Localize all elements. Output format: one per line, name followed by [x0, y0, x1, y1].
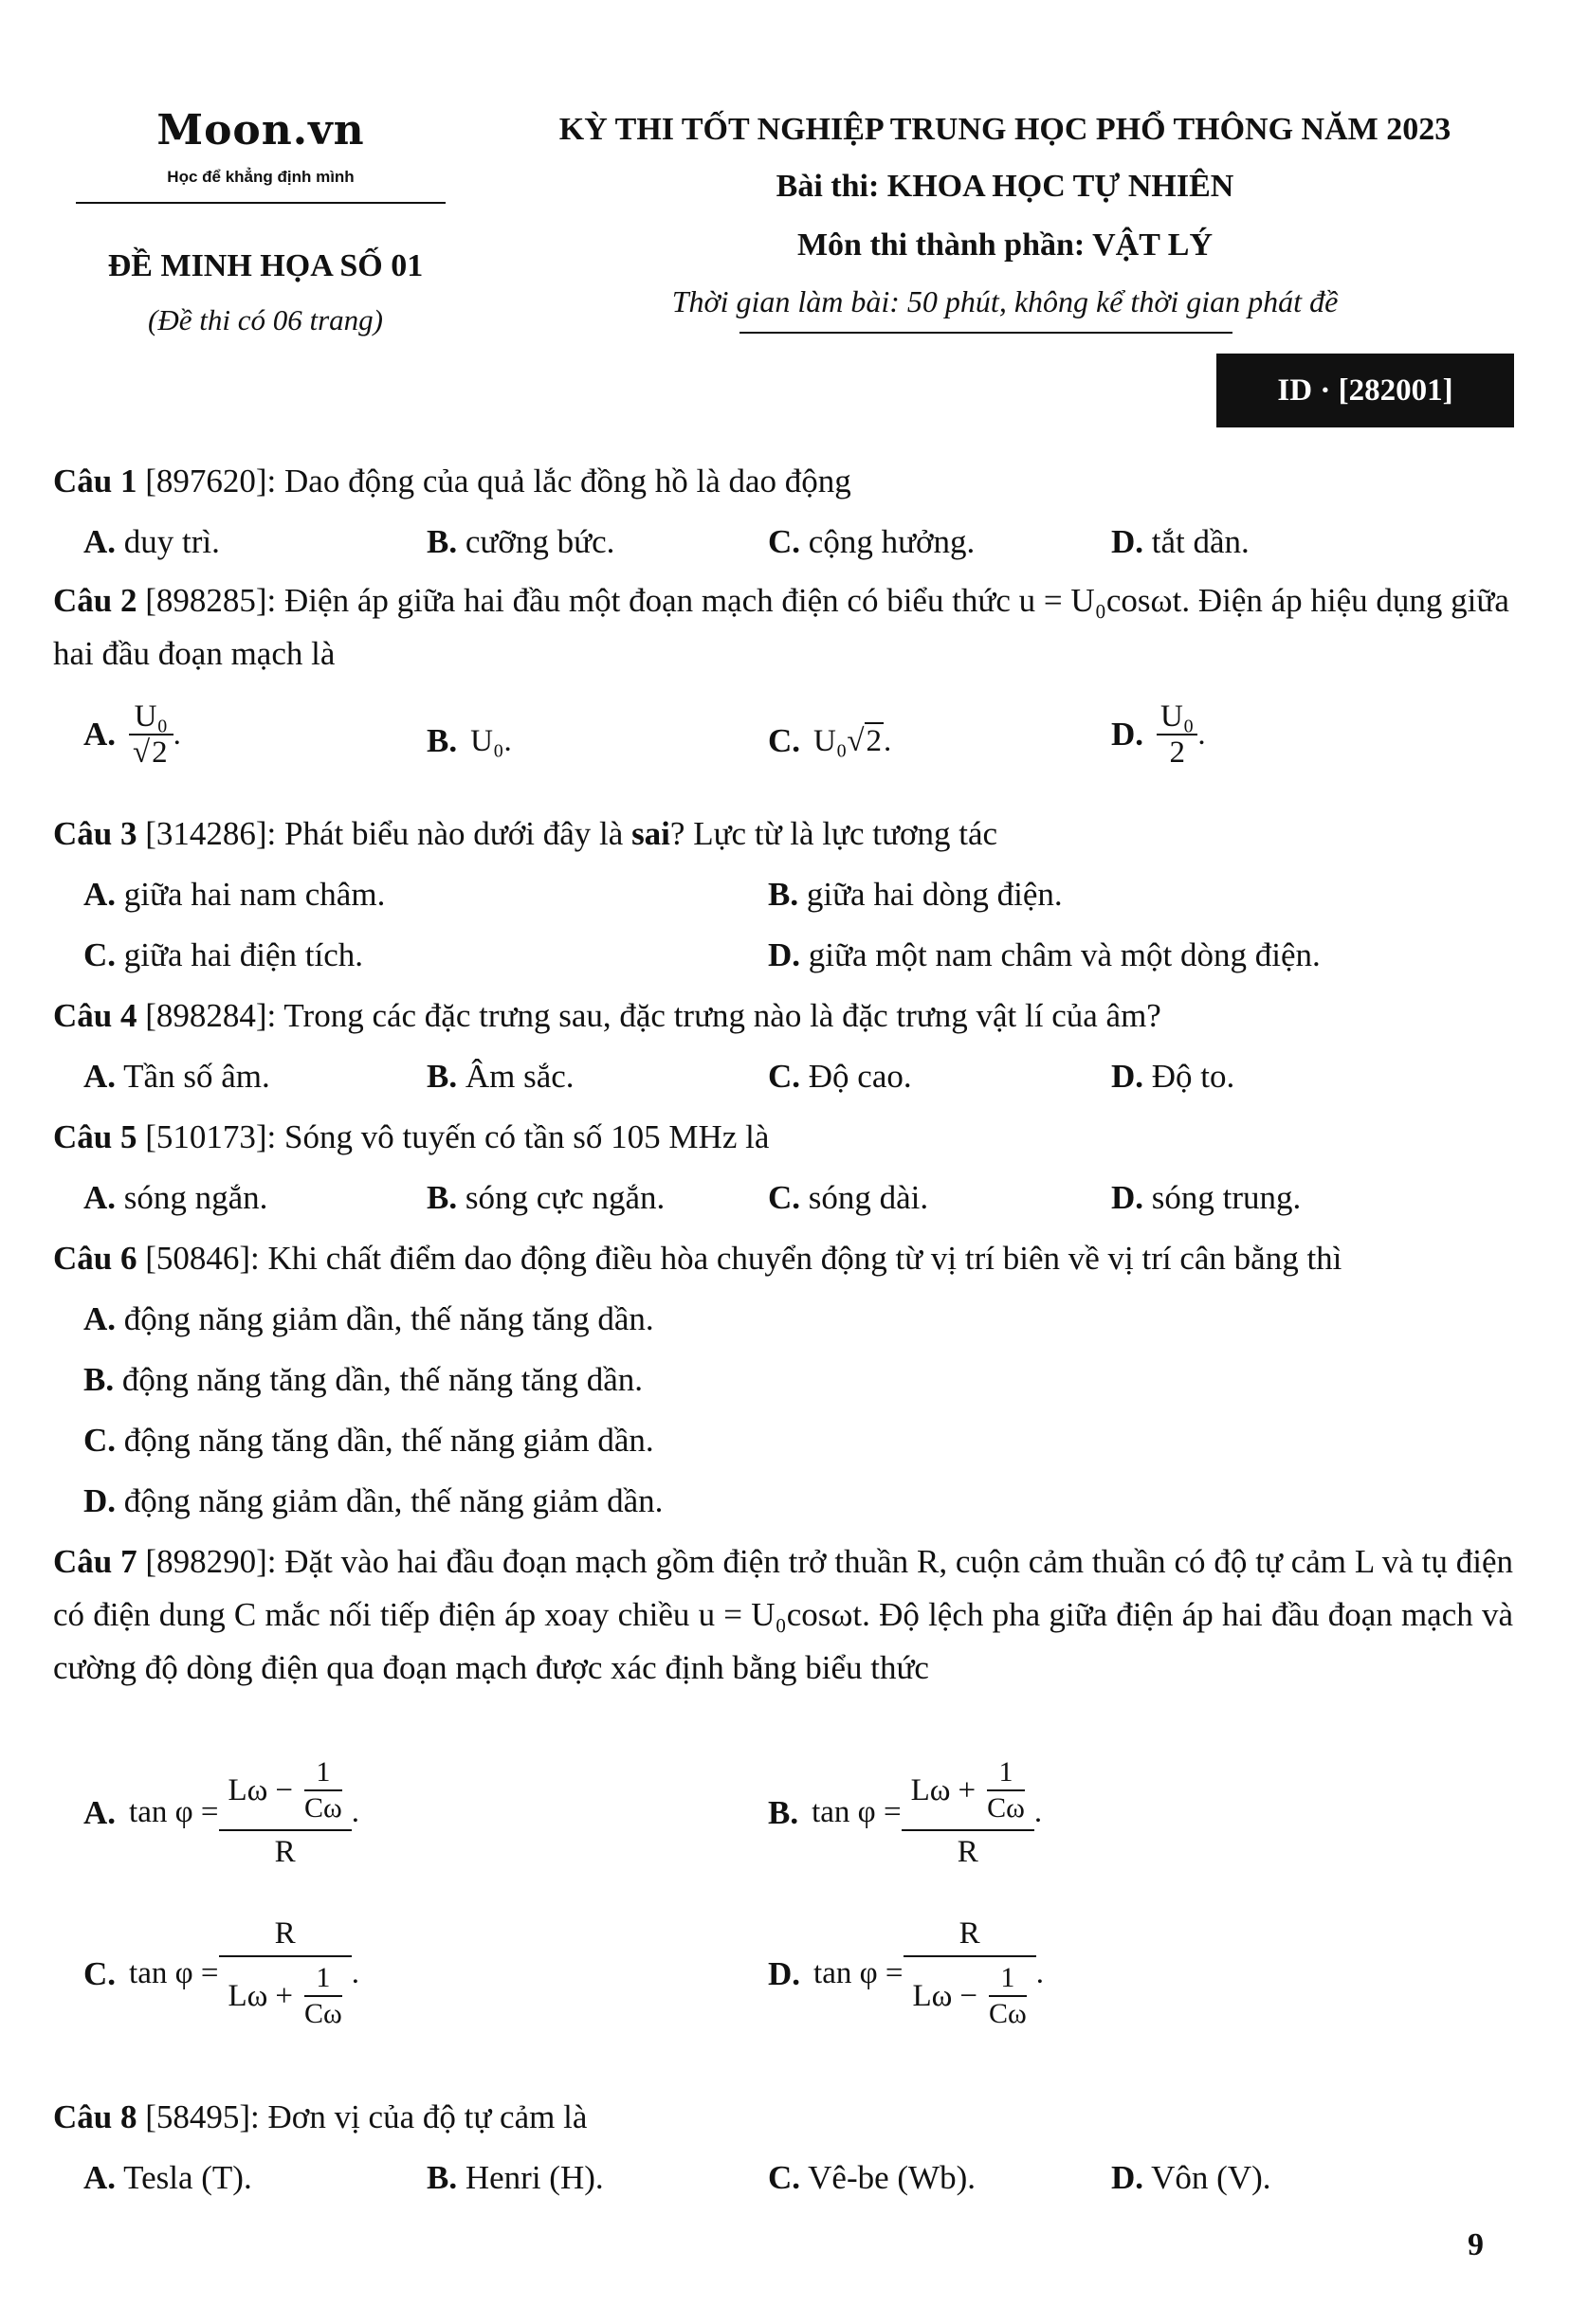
- option-math: U₀: [813, 723, 848, 758]
- option-letter: C.: [768, 523, 801, 560]
- option-letter: D.: [1111, 1058, 1144, 1095]
- tan-phi: tan φ =: [813, 1956, 904, 1990]
- inner-fraction: [304, 1755, 342, 1825]
- option-text: tắt dần.: [1151, 523, 1250, 560]
- option-letter: B.: [427, 1058, 458, 1095]
- question-8: [53, 2091, 1513, 2144]
- denominator: [219, 1955, 352, 2031]
- logo: [104, 106, 417, 187]
- option-letter: D.: [768, 1954, 801, 1992]
- q5-option-a: [83, 1171, 267, 1225]
- option-text: cộng hưởng.: [808, 523, 976, 560]
- q1-option-a: [83, 516, 220, 569]
- inner-denominator: Cω: [304, 1789, 342, 1825]
- denominator: [129, 734, 173, 770]
- denominator: [904, 1955, 1036, 2031]
- exam-subject: Bài thi: KHOA HỌC TỰ NHIÊN: [776, 169, 1234, 204]
- question-number: Câu 8: [53, 2098, 137, 2135]
- question-stem-emphasis: sai: [631, 815, 670, 852]
- option-letter: B.: [427, 722, 458, 759]
- l-omega: Lω: [228, 1978, 268, 2013]
- q3-option-a: [83, 868, 385, 921]
- inner-denominator: Cω: [987, 1789, 1025, 1825]
- minus-sign: −: [275, 1772, 294, 1807]
- option-text: Vôn (V).: [1151, 2159, 1271, 2196]
- q1-option-c: [768, 516, 975, 569]
- logo-slogan: Học để khẳng định mình: [167, 168, 355, 186]
- inner-numerator: 1: [1000, 1962, 1015, 1993]
- q3-option-b: [768, 868, 1063, 921]
- period: .: [351, 1956, 360, 1990]
- exam-part: Môn thi thành phần: VẬT LÝ: [796, 227, 1214, 263]
- option-text: giữa hai nam châm.: [123, 876, 386, 913]
- q4-option-d: [1111, 1050, 1234, 1103]
- option-letter: D.: [83, 1482, 117, 1519]
- question-1: [53, 455, 1513, 508]
- option-text: giữa một nam châm và một dòng điện.: [808, 936, 1321, 973]
- numerator: [219, 1755, 352, 1829]
- option-letter: A.: [83, 1179, 117, 1216]
- option-letter: B.: [427, 523, 458, 560]
- q8-option-b: [427, 2152, 604, 2205]
- numerator: U₀: [1160, 699, 1195, 734]
- option-text: Tesla (T).: [123, 2159, 252, 2196]
- q1-option-d: [1111, 516, 1250, 569]
- question-3: [53, 808, 1513, 861]
- option-math: U₀: [470, 723, 504, 758]
- q6-option-a: [83, 1293, 654, 1346]
- q2-option-d: [1111, 699, 1206, 771]
- question-stem: [898290]: Đặt vào hai đầu đoạn mạch gồm điện trở thuần R, cuộn cảm thuần có độ tự cảm L và tụ điện có điện dung C mắc nối tiếp điện áp xoay chiều u = U₀cosωt. Độ lệch pha giữa điện áp hai đầu đoạn mạch và cường độ dòng điện qua đoạn mạch được xác định bằng biểu thức: [53, 1543, 1513, 1686]
- period: .: [503, 723, 512, 758]
- option-letter: A.: [83, 1793, 117, 1831]
- exam-code: ĐỀ MINH HỌA SỐ 01: [107, 248, 424, 283]
- plus-sign: +: [958, 1772, 977, 1807]
- question-number: Câu 2: [53, 582, 137, 619]
- question-stem: [898285]: Điện áp giữa hai đầu một đoạn mạch điện có biểu thức u = U₀cosωt. Điện áp hiệu dụng giữa hai đầu đoạn mạch là: [53, 582, 1509, 672]
- inner-numerator: 1: [316, 1962, 331, 1993]
- exam-time: Thời gian làm bài: 50 phút, không kể thời gian phát đề: [671, 284, 1339, 318]
- q8-option-d: [1111, 2152, 1271, 2205]
- page-number: 9: [1468, 2227, 1484, 2262]
- period: .: [351, 1795, 360, 1829]
- q8-option-c: [768, 2152, 976, 2205]
- numerator: R: [274, 1916, 296, 1951]
- question-6: [53, 1232, 1513, 1285]
- period: .: [1035, 1956, 1045, 1990]
- q3-option-d: [768, 929, 1321, 982]
- sqrt: √2: [133, 735, 168, 771]
- l-omega: Lω: [910, 1772, 951, 1807]
- period: .: [884, 723, 892, 758]
- question-stem: [898284]: Trong các đặc trưng sau, đặc trưng nào là đặc trưng vật lí của âm?: [137, 997, 1161, 1034]
- question-stem: ? Lực từ là lực tương tác: [669, 815, 998, 852]
- sqrt: √2: [847, 723, 882, 758]
- period: .: [1197, 717, 1206, 752]
- fraction: [904, 1916, 1036, 2031]
- time-underline: [739, 332, 1232, 334]
- option-letter: C.: [768, 1058, 801, 1095]
- inner-fraction: [987, 1755, 1025, 1825]
- question-stem: [510173]: Sóng vô tuyến có tần số 105 MHz là: [137, 1118, 770, 1155]
- option-letter: B.: [427, 2159, 458, 2196]
- question-number: Câu 6: [53, 1240, 137, 1277]
- q4-option-c: [768, 1050, 912, 1103]
- option-letter: C.: [768, 1179, 801, 1216]
- l-omega: Lω: [912, 1978, 953, 2013]
- option-text: Âm sắc.: [465, 1058, 575, 1095]
- option-text: cưỡng bức.: [465, 523, 615, 560]
- option-text: động năng tăng dần, thế năng tăng dần.: [121, 1361, 644, 1398]
- q8-option-a: [83, 2152, 252, 2205]
- fraction: [219, 1916, 352, 2031]
- option-letter: A.: [83, 523, 117, 560]
- q2-option-a: [83, 699, 181, 771]
- option-letter: C.: [83, 1422, 117, 1459]
- q5-option-d: [1111, 1171, 1301, 1225]
- numerator: R: [958, 1916, 980, 1951]
- q1-option-b: [427, 516, 614, 569]
- option-letter: B.: [83, 1361, 115, 1398]
- option-text: động năng tăng dần, thế năng giảm dần.: [123, 1422, 654, 1459]
- denominator: R: [219, 1829, 352, 1870]
- inner-numerator: 1: [316, 1756, 331, 1788]
- option-letter: D.: [1111, 1179, 1144, 1216]
- option-text: sóng cực ngắn.: [465, 1179, 666, 1216]
- question-number: Câu 3: [53, 815, 137, 852]
- q7-option-a: [83, 1755, 359, 1870]
- option-text: Độ cao.: [808, 1058, 912, 1095]
- q5-option-b: [427, 1171, 665, 1225]
- fraction: [1157, 699, 1197, 771]
- option-letter: A.: [83, 876, 117, 913]
- pages-note: (Đề thi có 06 trang): [148, 303, 383, 336]
- period: .: [1033, 1795, 1043, 1829]
- question-stem: [314286]: Phát biểu nào dưới đây là: [137, 815, 632, 852]
- exam-id-badge: ID · [282001]: [1216, 354, 1514, 427]
- q6-option-c: [83, 1414, 654, 1467]
- inner-fraction: [989, 1961, 1027, 2031]
- question-number: Câu 7: [53, 1543, 137, 1580]
- option-letter: B.: [427, 1179, 458, 1216]
- option-text: giữa hai dòng điện.: [806, 876, 1063, 913]
- numerator: U₀: [134, 699, 169, 734]
- option-letter: A.: [83, 1300, 117, 1337]
- plus-sign: +: [275, 1978, 294, 2013]
- option-text: động năng giảm dần, thế năng tăng dần.: [123, 1300, 654, 1337]
- minus-sign: −: [959, 1978, 978, 2013]
- option-letter: C.: [768, 722, 801, 759]
- denominator: R: [902, 1829, 1034, 1870]
- period: .: [173, 717, 181, 752]
- question-number: Câu 4: [53, 997, 137, 1034]
- q6-option-d: [83, 1475, 663, 1528]
- radicand: 2: [152, 735, 168, 771]
- option-text: Henri (H).: [465, 2159, 604, 2196]
- option-text: sóng ngắn.: [123, 1179, 268, 1216]
- q3-option-c: [83, 929, 363, 982]
- question-4: [53, 990, 1513, 1043]
- tan-phi: tan φ =: [129, 1956, 219, 1990]
- question-stem: [58495]: Đơn vị của độ tự cảm là: [137, 2098, 588, 2135]
- question-stem: [50846]: Khi chất điểm dao động điều hòa chuyển động từ vị trí biên về vị trí cân bằng thì: [137, 1240, 1342, 1277]
- q7-option-c: [83, 1916, 359, 2031]
- option-letter: D.: [1111, 523, 1144, 560]
- numerator: [902, 1755, 1034, 1829]
- option-letter: D.: [1111, 716, 1144, 753]
- option-text: động năng giảm dần, thế năng giảm dần.: [123, 1482, 664, 1519]
- q4-option-a: [83, 1050, 270, 1103]
- question-7: [53, 1535, 1513, 1695]
- inner-denominator: Cω: [304, 1995, 342, 2031]
- option-letter: B.: [768, 876, 799, 913]
- option-text: duy trì.: [123, 523, 220, 560]
- q7-option-b: [768, 1755, 1042, 1870]
- exam-title: KỲ THI TỐT NGHIỆP TRUNG HỌC PHỔ THÔNG NĂM 2023: [558, 112, 1451, 147]
- option-text: Vê-be (Wb).: [808, 2159, 977, 2196]
- question-stem: [897620]: Dao động của quả lắc đồng hồ là dao động: [137, 463, 851, 499]
- q2-option-b: [427, 722, 512, 760]
- denominator: 2: [1157, 734, 1197, 770]
- fraction: [219, 1755, 352, 1870]
- option-text: sóng trung.: [1151, 1179, 1302, 1216]
- inner-numerator: 1: [998, 1756, 1013, 1788]
- option-letter: C.: [83, 936, 117, 973]
- option-text: Độ to.: [1151, 1058, 1235, 1095]
- tan-phi: tan φ =: [812, 1795, 902, 1829]
- option-letter: D.: [1111, 2159, 1144, 2196]
- option-letter: C.: [768, 2159, 801, 2196]
- question-5: [53, 1111, 1513, 1164]
- logo-name: Moon.vn: [156, 106, 365, 154]
- l-omega: Lω: [228, 1772, 268, 1807]
- option-letter: D.: [768, 936, 801, 973]
- q7-option-d: [768, 1916, 1044, 2031]
- option-letter: C.: [83, 1954, 117, 1992]
- fraction: [902, 1755, 1034, 1870]
- inner-denominator: Cω: [989, 1995, 1027, 2031]
- radicand: 2: [866, 723, 882, 758]
- q2-option-c: [768, 722, 891, 760]
- q5-option-c: [768, 1171, 928, 1225]
- question-number: Câu 5: [53, 1118, 137, 1155]
- option-text: giữa hai điện tích.: [123, 936, 364, 973]
- tan-phi: tan φ =: [129, 1795, 219, 1829]
- q4-option-b: [427, 1050, 575, 1103]
- option-letter: B.: [768, 1793, 799, 1831]
- option-letter: A.: [83, 2159, 117, 2196]
- logo-underline: [76, 202, 446, 204]
- option-text: Tần số âm.: [123, 1058, 270, 1095]
- question-number: Câu 1: [53, 463, 137, 499]
- q6-option-b: [83, 1353, 643, 1407]
- option-letter: A.: [83, 1058, 117, 1095]
- inner-fraction: [304, 1961, 342, 2031]
- question-2: [53, 574, 1513, 681]
- option-letter: A.: [83, 716, 117, 753]
- option-text: sóng dài.: [808, 1179, 929, 1216]
- fraction: [129, 699, 173, 771]
